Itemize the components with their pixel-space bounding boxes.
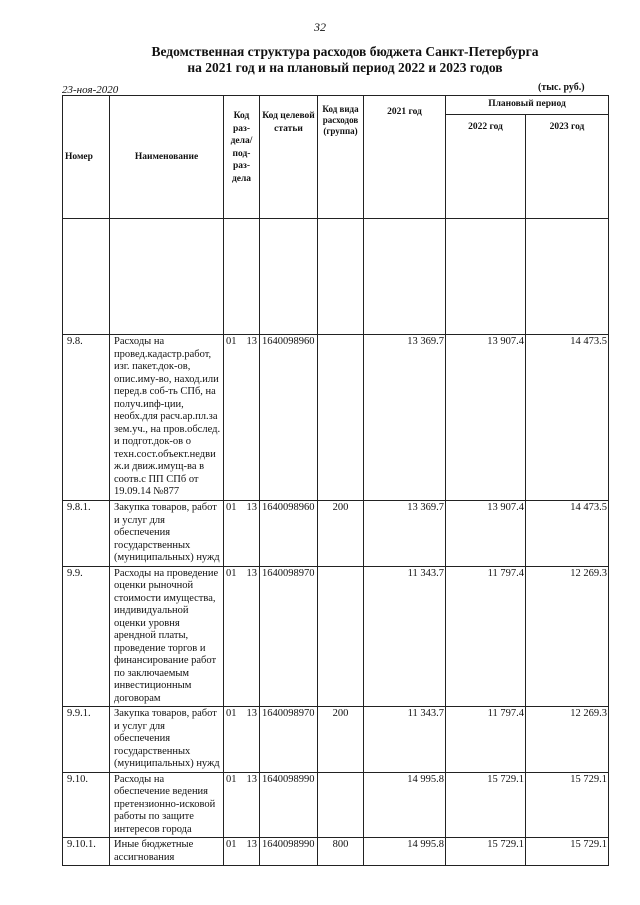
row-razdel [224,772,260,838]
title-line-1: Ведомственная структура расходов бюджета Санкт-Петербурга [151,44,539,59]
row-2022: 11 797.4 [446,707,526,773]
row-razdel [224,335,260,501]
row-statya: 1640098970 [260,707,318,773]
row-vid [318,772,364,838]
row-number: 9.8.1. [63,501,110,567]
table-row [63,501,609,567]
page-number: 32 [314,20,326,34]
header-name: Наименование [110,96,224,219]
row-podrazdel-code: 13 [246,336,257,347]
row-podrazdel-code: 13 [246,502,257,513]
header-vid: Код вида расходов (группа) [318,96,364,219]
row-podrazdel-code: 13 [246,773,257,785]
table-row [63,335,609,501]
title-line-2: на 2021 год и на плановый период 2022 и 2023 годов [187,60,503,75]
row-razdel-code: 01 [226,502,237,513]
row-number: 9.9.1. [63,707,110,773]
row-razdel [224,566,260,707]
row-2022: 15 729.1 [446,772,526,838]
header-statya: Код целевой статьи [260,96,318,219]
header-plan-period: Плановый период [446,96,609,115]
header-2022: 2022 год [446,115,526,219]
row-razdel [224,501,260,567]
row-razdel [224,838,260,866]
row-vid: 200 [318,707,364,773]
row-podrazdel-code: 13 [246,839,257,850]
row-2022: 15 729.1 [446,838,526,866]
row-2021: 14 995.8 [364,772,446,838]
row-2023: 14 473.5 [526,335,609,501]
row-name: Иные бюджетные ассигнования [110,838,224,866]
header-2021: 2021 год [364,96,446,219]
row-razdel-code: 01 [226,567,237,579]
document-date: 23-ноя-2020 [62,84,119,96]
header-2023: 2023 год [526,115,609,219]
table-row [63,707,609,773]
row-podrazdel-code: 13 [246,567,257,579]
row-2021: 11 343.7 [364,707,446,773]
row-number: 9.9. [63,566,110,707]
row-2022: 11 797.4 [446,566,526,707]
row-statya: 1640098990 [260,838,318,866]
table-header [63,96,609,219]
row-number: 9.10.1. [63,838,110,866]
row-name: Закупка товаров, работ и услуг для обеспечения государственных (муниципальных) нужд [110,707,224,773]
row-statya: 1640098970 [260,566,318,707]
row-podrazdel-code: 13 [246,708,257,719]
row-razdel [224,707,260,773]
row-2023: 15 729.1 [526,772,609,838]
row-name: Расходы на обеспечение ведения претензионно-исковой работы по защите интересов города [110,772,224,838]
row-2021: 13 369.7 [364,501,446,567]
row-vid [318,335,364,501]
row-2022: 13 907.4 [446,335,526,501]
table-body [63,219,609,866]
row-razdel-code: 01 [226,839,237,850]
row-2021: 13 369.7 [364,335,446,501]
row-statya: 1640098990 [260,772,318,838]
row-statya: 1640098960 [260,501,318,567]
table-row [63,838,609,866]
row-2021: 11 343.7 [364,566,446,707]
row-2023: 14 473.5 [526,501,609,567]
budget-table [62,95,609,866]
header-number: Номер [63,96,110,219]
row-name: Закупка товаров, работ и услуг для обеспечения государственных (муниципальных) нужд [110,501,224,567]
header-spacer-row [63,219,609,335]
row-2023: 15 729.1 [526,838,609,866]
row-razdel-code: 01 [226,336,237,347]
row-vid: 200 [318,501,364,567]
row-number: 9.10. [63,772,110,838]
row-razdel-code: 01 [226,773,237,785]
row-2022: 13 907.4 [446,501,526,567]
header-razdel: Код раз-дела/ под-раз-дела [224,96,260,219]
row-number: 9.8. [63,335,110,501]
document-title [60,44,630,76]
row-name: Расходы на проведение оценки рыночной стоимости имущества, индивидуальной оценки уровня арендной платы, проведение торгов и финансирование работ по заключаемым инвестиционным договорам [110,566,224,707]
row-razdel-code: 01 [226,708,237,719]
row-2023: 12 269.3 [526,707,609,773]
units-label: (тыс. руб.) [538,82,585,93]
row-statya: 1640098960 [260,335,318,501]
row-2023: 12 269.3 [526,566,609,707]
row-name: Расходы на провед.кадастр.работ, изг. пакет.док-ов, опис.иму-во, наход.или перед.в соб-ть СПб, на получ.иnф-ции, необх.для расч.ар.пл.за зем.уч., на пров.обслед. и подгот.док-ов о техн.сост.объект.недви ж.и движ.имущ-ва в соотв.с ПП СПб от 19.09.14 №877 [110,335,224,501]
row-vid: 800 [318,838,364,866]
table-row [63,772,609,838]
table-row [63,566,609,707]
row-2021: 14 995.8 [364,838,446,866]
row-vid [318,566,364,707]
